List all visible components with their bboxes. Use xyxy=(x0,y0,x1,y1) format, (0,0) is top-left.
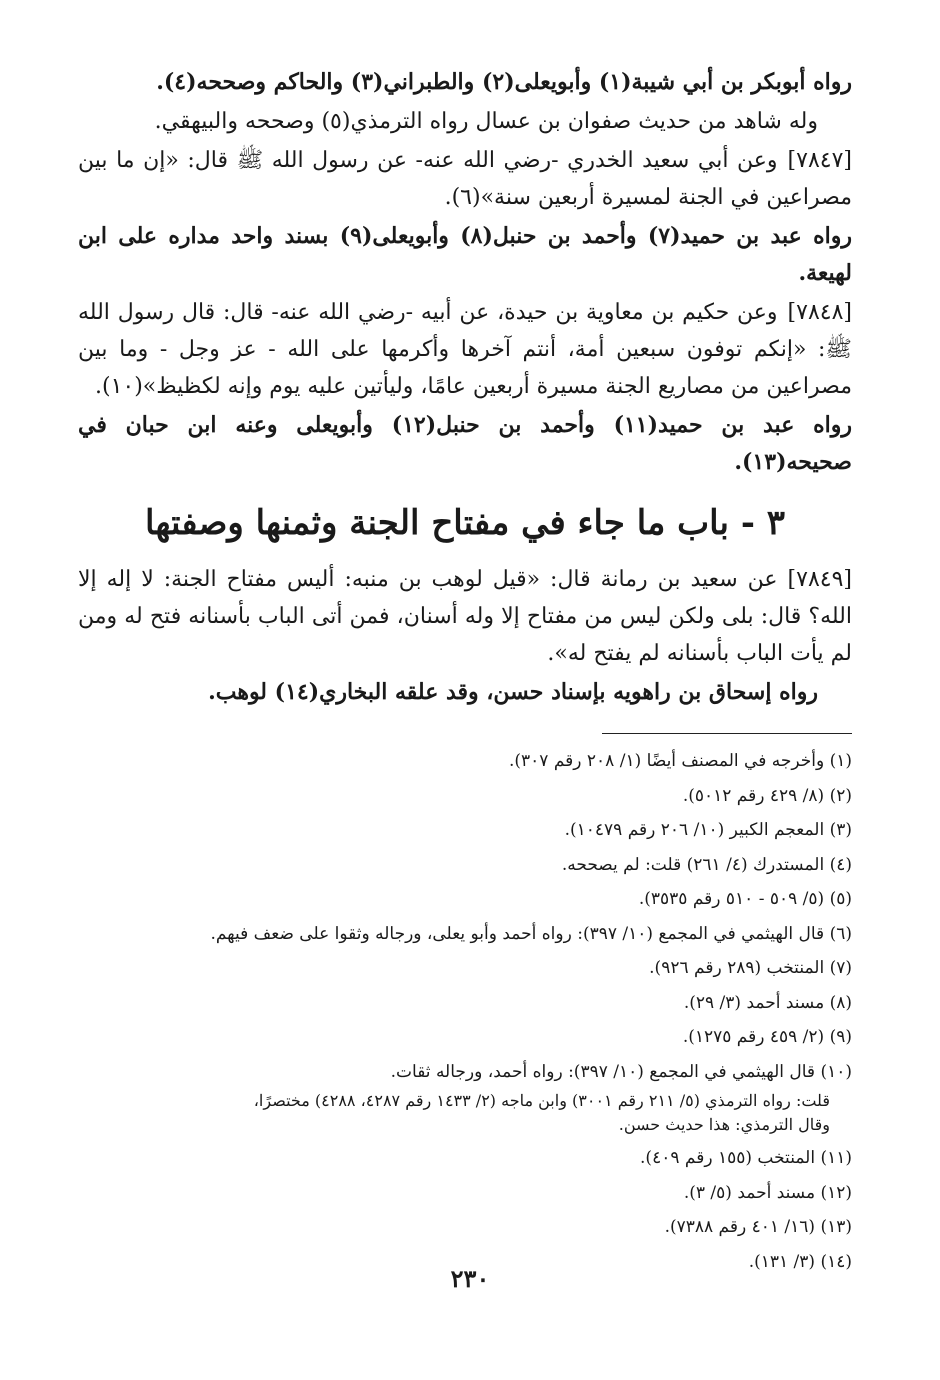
supporting-hadith-note: وله شاهد من حديث صفوان بن عسال رواه الترمذي(٥) وصححه والبيهقي. xyxy=(154,109,818,134)
footnote: (١٠) قال الهيثمي في المجمع (١٠/ ٣٩٧): رواه أحمد، ورجاله ثقات. xyxy=(390,1061,852,1082)
hadith-text: عن سعيد بن رمانة قال: «قيل لوهب بن منبه: أليس مفتاح الجنة: لا إله إلا الله؟ قال: بلى ولكن ليس من مفتاح إلا وله أسنان، فمن أتى الباب بأسنانه فتح له ومن لم يأت الباب بأسنانه لم يفتح له». xyxy=(78,567,852,666)
footnote: (١٢) مسند أحمد (٥/ ٣). xyxy=(683,1182,852,1203)
footnote: (٦) قال الهيثمي في المجمع (١٠/ ٣٩٧): رواه أحمد وأبو يعلى، ورجاله وثقوا على ضعف فيهم. xyxy=(210,923,852,944)
footnote: (٨) مسند أحمد (٣/ ٢٩). xyxy=(683,992,852,1013)
narration-note-3: رواه عبد بن حميد(١١) وأحمد بن حنبل(١٢) وأبويعلى وعنه ابن حبان في صحيحه(١٣). xyxy=(78,412,853,475)
narration-note-2: رواه عبد بن حميد(٧) وأحمد بن حنبل(٨) وأبويعلى(٩) بسند واحد مداره على ابن لهيعة. xyxy=(78,223,852,286)
footnote-divider xyxy=(602,733,852,734)
hadith-number: [٧٨٤٧] xyxy=(787,148,852,173)
hadith-text: وعن حكيم بن معاوية بن حيدة، عن أبيه -رضي الله عنه- قال: قال رسول الله ﷺ: «إنكم توفون سبعين أمة، أنتم آخرها وأكرمها على الله - عز وجل - وما بين مصراعين من مصاريع الجنة مسيرة أربعين عامًا، وليأتين عليه يوم وإنه لكظيظ»(١٠). xyxy=(78,300,853,399)
footnote: (٤) المستدرك (٤/ ٢٦١) قلت: لم يصححه. xyxy=(561,854,852,875)
footnote: (١١) المنتخب (١٥٥ رقم ٤٠٩). xyxy=(640,1148,852,1168)
footnote: (٥) (٥/ ٥٠٩ - ٥١٠ رقم ٣٥٣٥). xyxy=(638,889,852,909)
chapter-heading: ٣ - باب ما جاء في مفتاح الجنة وثمنها وصفتها xyxy=(144,503,786,543)
footnote: (١٣) (١٦/ ٤٠١ رقم ٧٣٨٨). xyxy=(664,1217,852,1237)
footnote-continuation: قلت: رواه الترمذي (٥/ ٢١١ رقم ٣٠٠١) وابن ماجه (٢/ ١٤٣٣ رقم ٤٢٨٧، ٤٢٨٨) مختصرًا، xyxy=(253,1091,830,1110)
narration-note-1: رواه أبوبكر بن أبي شيبة(١) وأبويعلى(٢) والطبراني(٣) والحاكم وصححه(٤). xyxy=(156,69,852,95)
footnote-continuation: وقال الترمذي: هذا حديث حسن. xyxy=(618,1115,830,1134)
footnote: (١) وأخرجه في المصنف أيضًا (١/ ٢٠٨ رقم ٣٠٧). xyxy=(509,751,852,771)
hadith-number: [٧٨٤٩] xyxy=(787,567,852,592)
hadith-text: وعن أبي سعيد الخدري -رضي الله عنه- عن رسول الله ﷺ قال: «إن ما بين مصراعين في الجنة لمسيرة أربعين سنة»(٦). xyxy=(78,148,852,210)
narration-note-4: رواه إسحاق بن راهويه بإسناد حسن، وقد علقه البخاري(١٤) لوهب. xyxy=(208,679,818,705)
footnote: (٩) (٢/ ٤٥٩ رقم ١٢٧٥). xyxy=(682,1027,852,1047)
page-number: ٢٣٠ xyxy=(450,1264,490,1293)
hadith-7849 xyxy=(78,561,852,672)
footnote: (٣) المعجم الكبير (١٠/ ٢٠٦ رقم ١٠٤٧٩). xyxy=(564,820,852,840)
footnote: (١٤) (٣/ ١٣١). xyxy=(748,1251,852,1272)
footnote: (٧) المنتخب (٢٨٩ رقم ٩٢٦). xyxy=(649,958,852,978)
footnotes xyxy=(78,744,852,1279)
hadith-7847 xyxy=(78,142,852,216)
hadith-number: [٧٨٤٨] xyxy=(787,300,852,325)
footnote: (٢) (٨/ ٤٢٩ رقم ٥٠١٢). xyxy=(682,785,852,806)
hadith-7848 xyxy=(78,294,852,405)
